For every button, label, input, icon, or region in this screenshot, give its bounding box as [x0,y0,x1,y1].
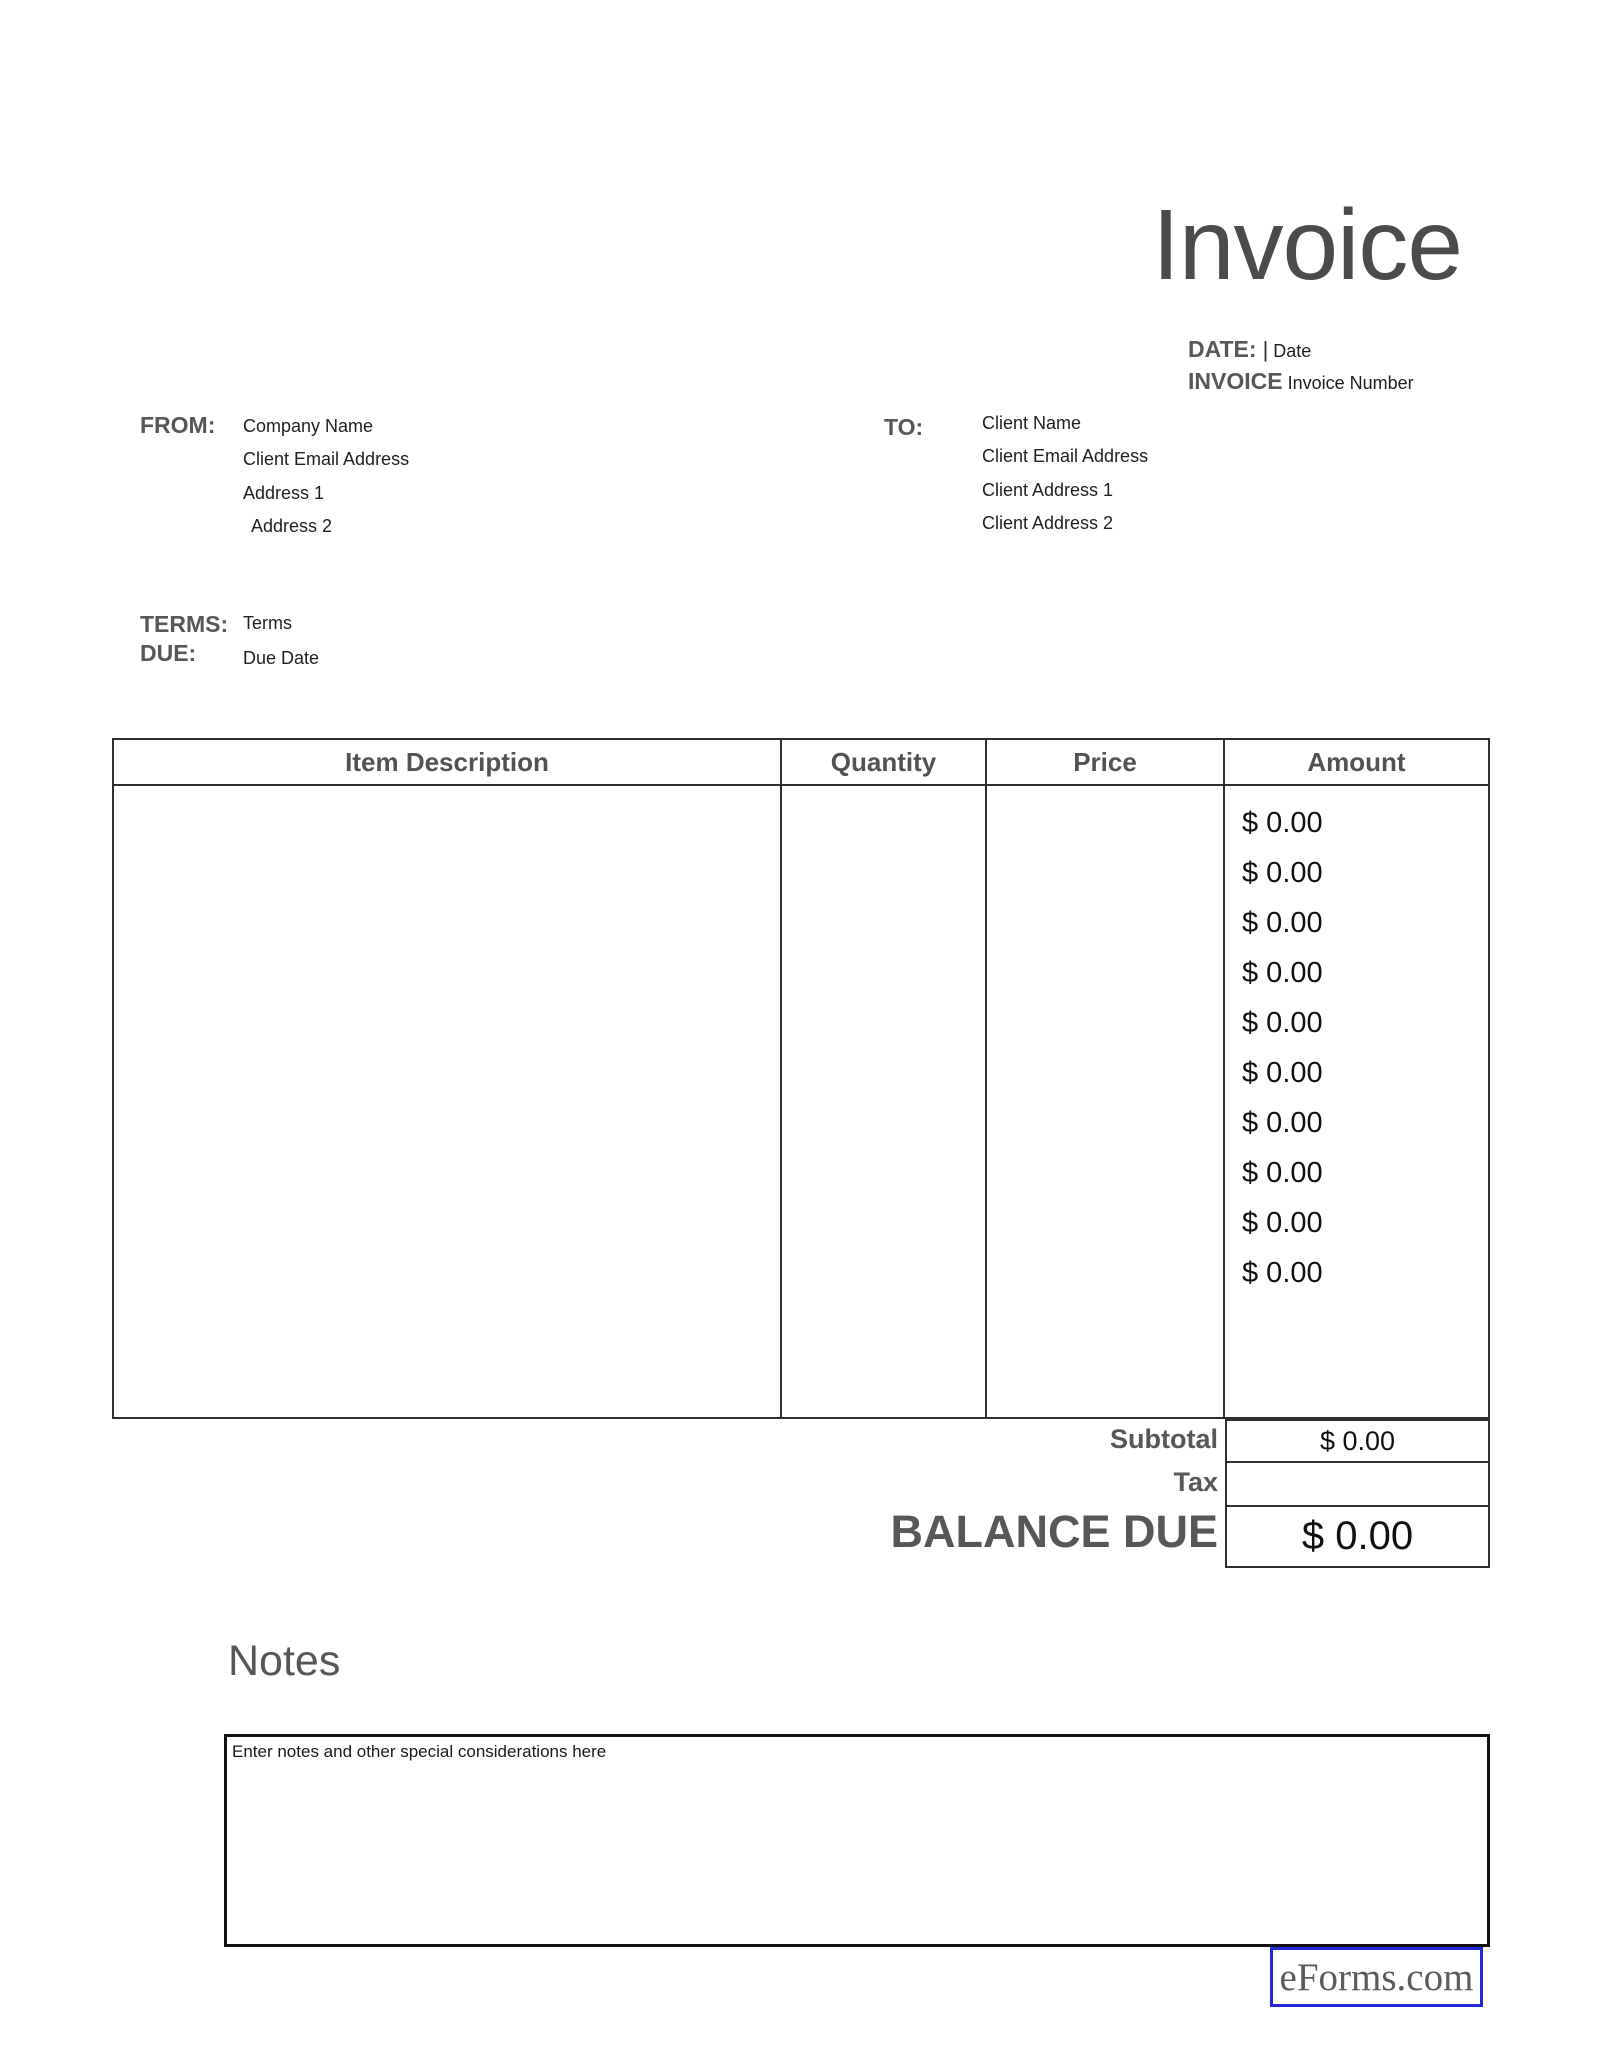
from-label: FROM: [140,412,216,438]
quantity-input-area[interactable] [782,786,987,1417]
subtotal-value-box: $ 0.00 [1225,1419,1490,1463]
notes-input-box[interactable] [224,1734,1490,1947]
amount-column-cell [1225,786,1488,1417]
from-address2-field[interactable]: Address 2 [251,516,333,537]
to-address2-field[interactable]: Client Address 2 [982,513,1114,534]
amount-value: $ 0.00 [1242,1206,1323,1239]
balance-due-value-box: $ 0.00 [1225,1505,1490,1568]
invoice-number-label: INVOICE [1188,368,1283,394]
date-value-field[interactable]: Date [1273,341,1312,361]
tax-label: Tax [1173,1467,1218,1497]
balance-due-label: BALANCE DUE [890,1506,1218,1557]
terms-field[interactable]: Terms [243,613,292,633]
tax-input-box[interactable] [1225,1461,1490,1507]
to-label: TO: [884,414,924,440]
subtotal-label: Subtotal [1110,1424,1218,1454]
date-field-caret: | [1262,337,1269,362]
due-label: DUE: [140,640,197,666]
date-line [1188,336,1414,366]
amount-value: $ 0.00 [1242,956,1323,989]
to-address1-field[interactable]: Client Address 1 [982,479,1114,500]
item-description-input-area[interactable] [114,786,782,1417]
due-date-field[interactable]: Due Date [243,648,320,668]
from-email-field[interactable]: Client Email Address [243,449,410,470]
price-input-area[interactable] [987,786,1225,1417]
invoice-number-line [1188,368,1414,398]
amount-value: $ 0.00 [1242,856,1323,889]
eforms-brand-link[interactable] [1270,1947,1483,2007]
to-address-block [982,407,1148,541]
line-items-table [112,738,1490,1419]
to-email-field[interactable]: Client Email Address [982,446,1149,467]
column-header-item-description: Item Description [114,740,782,786]
amount-value: $ 0.00 [1242,806,1323,839]
invoice-number-field[interactable]: Invoice Number [1287,373,1414,393]
column-header-price: Price [987,740,1225,786]
amount-value: $ 0.00 [1242,1156,1323,1189]
amount-value: $ 0.00 [1242,1256,1323,1289]
page-title: Invoice [1152,189,1462,301]
notes-heading: Notes [228,1637,341,1685]
amount-value: $ 0.00 [1242,1056,1323,1089]
to-client-name-field[interactable]: Client Name [982,413,1082,433]
column-header-amount: Amount [1225,740,1488,786]
eforms-brand-text: eForms.com [1279,1955,1474,1999]
from-address-block [243,410,409,544]
notes-placeholder-text: Enter notes and other special considerations here [232,1742,607,1761]
invoice-meta [1188,336,1414,398]
date-label: DATE: [1188,336,1257,362]
column-header-quantity: Quantity [782,740,987,786]
from-company-name-field[interactable]: Company Name [243,416,374,436]
amount-value: $ 0.00 [1242,1106,1323,1139]
amount-value: $ 0.00 [1242,906,1323,939]
from-address1-field[interactable]: Address 1 [243,482,325,503]
amount-value: $ 0.00 [1242,1006,1323,1039]
terms-label: TERMS: [140,611,229,637]
